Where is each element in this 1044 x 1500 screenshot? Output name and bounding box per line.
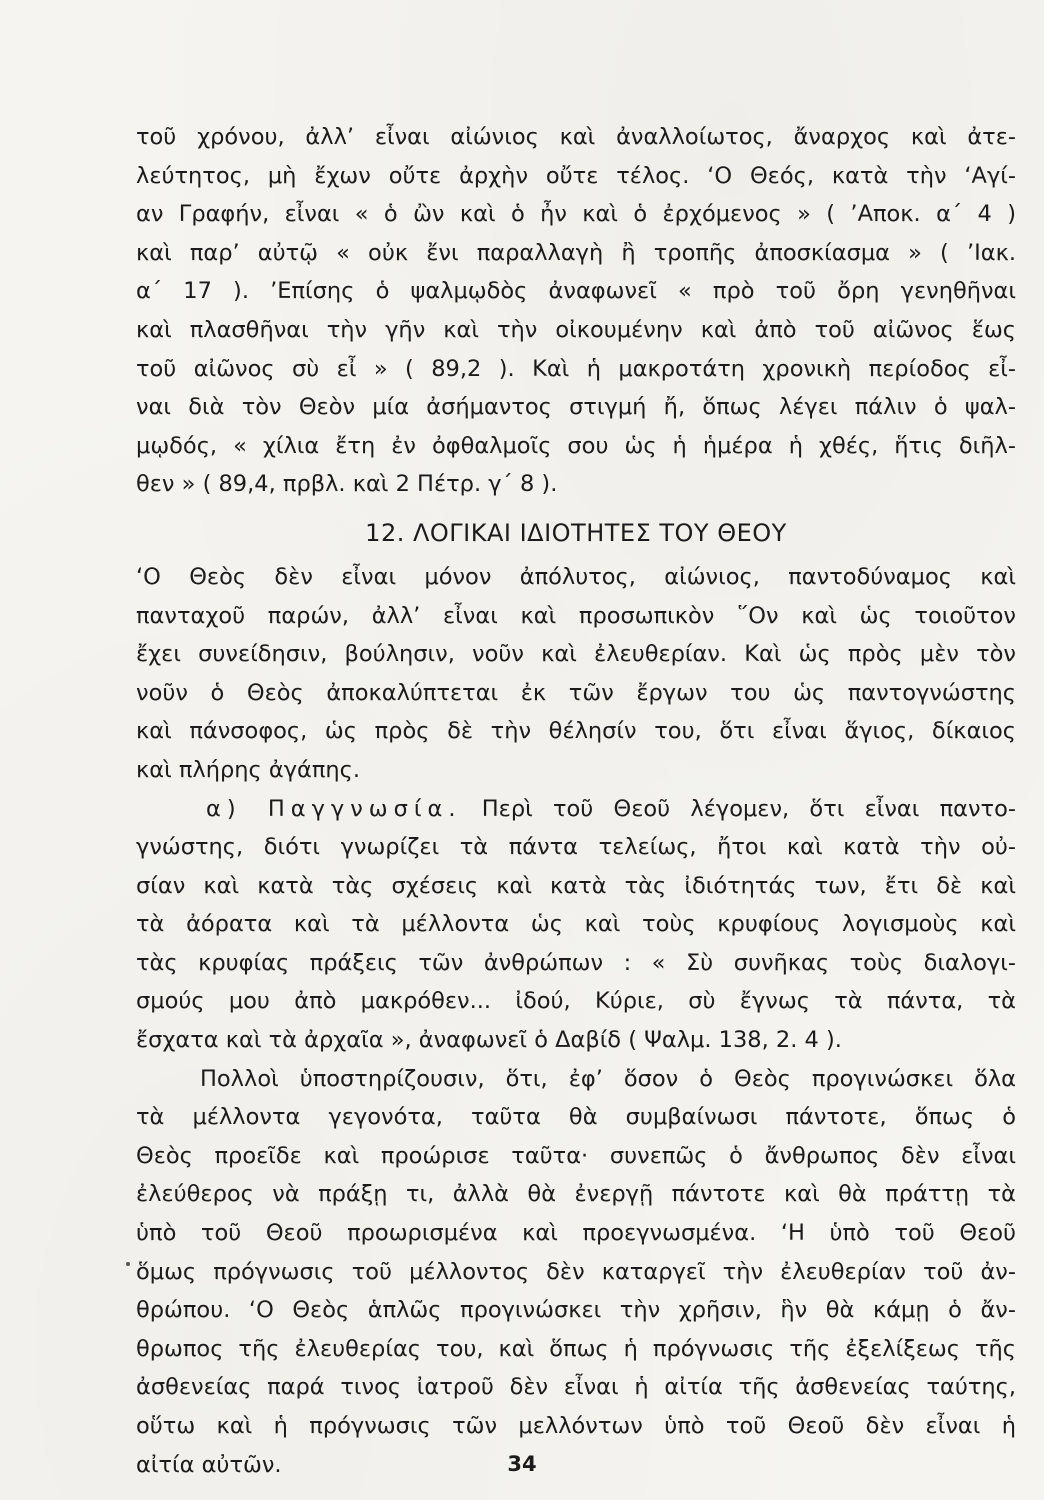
page-number: 34: [507, 1452, 537, 1476]
text-line: ‘Ο Θεὸς δὲν εἶναι μόνον ἀπόλυτος, αἰώνιος, παντοδύναμος καὶ: [136, 563, 1016, 590]
text-line: ὑπὸ τοῦ Θεοῦ προωρισμένα καὶ προεγνωσμένα. ‘Η ὑπὸ τοῦ Θεοῦ: [136, 1220, 1016, 1247]
text-line: τὰ μέλλοντα γεγονότα, ταῦτα θὰ συμβαίνωσι πάντοτε, ὅπως ὁ: [136, 1104, 1016, 1131]
text-line: Πολλοὶ ὑποστηρίζουσιν, ὅτι, ἐφ’ ὅσον ὁ Θεὸς προγινώσκει ὅλα: [200, 1065, 1016, 1092]
body-text: [136, 118, 1016, 1484]
text-line: καὶ πλασθῆναι τὴν γῆν καὶ τὴν οἰκουμένην καὶ ἀπὸ τοῦ αἰῶνος ἕως: [136, 316, 1016, 343]
text-line: α΄ 17 ). ’Επίσης ὁ ψαλμῳδὸς ἀναφωνεῖ « πρὸ τοῦ ὄρη γενηθῆναι: [136, 278, 1016, 305]
text-line: θρώπου. ‘Ο Θεὸς ἁπλῶς προγινώσκει τὴν χρῆσιν, ἣν θὰ κάμῃ ὁ ἄν-: [136, 1297, 1016, 1324]
text-line: αἰτία αὐτῶν.: [136, 1451, 282, 1478]
text-line: [136, 790, 1016, 829]
text-line: νοῦν ὁ Θεὸς ἀποκαλύπτεται ἐκ τῶν ἔργων του ὡς παντογνώστης: [136, 679, 1016, 706]
text-line: αν Γραφήν, εἶναι « ὁ ὢν καὶ ὁ ἦν καὶ ὁ ἐρχόμενος » ( ’Αποκ. α΄ 4 ): [136, 201, 1016, 228]
text-line: ἀσθενείας παρά τινος ἰατροῦ δὲν εἶναι ἡ αἰτία τῆς ἀσθενείας ταύτης,: [136, 1374, 1016, 1401]
text-span: Περὶ τοῦ Θεοῦ λέγομεν, ὅτι εἶναι παντο-: [481, 795, 1016, 822]
text-line: μῳδός, « χίλια ἔτη ἐν ὀφθαλμοῖς σου ὡς ἡ ἡμέρα ἡ χθές, ἥτις διῆλ-: [136, 432, 1016, 459]
text-line: γνώστης, διότι γνωρίζει τὰ πάντα τελείως, ἤτοι καὶ κατὰ τὴν οὐ-: [136, 834, 1016, 861]
margin-mark: [126, 1262, 130, 1266]
text-line: ἔχει συνείδησιν, βούλησιν, νοῦν καὶ ἐλευθερίαν. Καὶ ὡς πρὸς μὲν τὸν: [136, 641, 1016, 668]
section-heading: 12. ΛΟΓΙΚΑΙ ΙΔΙΟΤΗΤΕΣ ΤΟΥ ΘΕΟΥ: [365, 518, 787, 547]
text-line: ὅμως πρόγνωσις τοῦ μέλλοντος δὲν καταργεῖ τὴν ἐλευθερίαν τοῦ ἀν-: [136, 1258, 1016, 1285]
text-line: πανταχοῦ παρών, ἀλλ’ εἶναι καὶ προσωπικὸν ῞Ον καὶ ὡς τοιοῦτον: [136, 602, 1016, 629]
text-line: καὶ παρ’ αὐτῷ « οὐκ ἔνι παραλλαγὴ ἢ τροπῆς ἀποσκίασμα » ( ’Ιακ.: [136, 239, 1016, 266]
text-line: τὰς κρυφίας πράξεις τῶν ἀνθρώπων : « Σὺ συνῆκας τοὺς διαλογι-: [136, 949, 1016, 976]
text-line: καὶ πάνσοφος, ὡς πρὸς δὲ τὴν θέλησίν του, ὅτι εἶναι ἅγιος, δίκαιος: [136, 718, 1016, 745]
text-line: καὶ πλήρης ἀγάπης.: [136, 756, 361, 783]
text-line: Θεὸς προεῖδε καὶ προώρισε ταῦτα· συνεπῶς ὁ ἄνθρωπος δὲν εἶναι: [136, 1142, 1016, 1169]
text-line: τὰ ἀόρατα καὶ τὰ μέλλοντα ὡς καὶ τοὺς κρυφίους λογισμοὺς καὶ: [136, 911, 1016, 938]
text-line: θεν » ( 89,4, πρβλ. καὶ 2 Πέτρ. γ΄ 8 ).: [136, 471, 558, 498]
text-line: ναι διὰ τὸν Θεὸν μία ἀσήμαντος στιγμή ἤ, ὅπως λέγει πάλιν ὁ ψαλ-: [136, 394, 1016, 421]
text-line: τοῦ αἰῶνος σὺ εἶ » ( 89,2 ). Καὶ ἡ μακροτάτη χρονικὴ περίοδος εἶ-: [136, 355, 1016, 382]
text-line: λεύτητος, μὴ ἔχων οὔτε ἀρχὴν οὔτε τέλος. ‘Ο Θεός, κατὰ τὴν ‘Αγί-: [136, 162, 1016, 189]
text-line: ἐλεύθερος νὰ πράξῃ τι, ἀλλὰ θὰ ἐνεργῇ πάντοτε καὶ θὰ πράττῃ τὰ: [136, 1181, 1016, 1208]
text-line: οὕτω καὶ ἡ πρόγνωσις τῶν μελλόντων ὑπὸ τοῦ Θεοῦ δὲν εἶναι ἡ: [136, 1413, 1016, 1439]
text-line: ἔσχατα καὶ τὰ ἀρχαῖα », ἀναφωνεῖ ὁ Δαβίδ ( Ψαλμ. 138, 2. 4 ).: [136, 1027, 842, 1054]
text-line: θρωπος τῆς ἐλευθερίας του, καὶ ὅπως ἡ πρόγνωσις τῆς ἐξελίξεως τῆς: [136, 1335, 1016, 1362]
text-line: σμούς μου ἀπὸ μακρόθεν... ἰδού, Κύριε, σὺ ἔγνως τὰ πάντα, τὰ: [136, 988, 1016, 1015]
text-line: σίαν καὶ κατὰ τὰς σχέσεις καὶ κατὰ τὰς ἰδιότητάς των, ἔτι δὲ καὶ: [136, 872, 1016, 899]
text-line: τοῦ χρόνου, ἀλλ’ εἶναι αἰώνιος καὶ ἀναλλοίωτος, ἄναρχος καὶ ἀτε-: [136, 124, 1016, 150]
subsection-label: α) Παγγνωσία.: [206, 795, 462, 822]
